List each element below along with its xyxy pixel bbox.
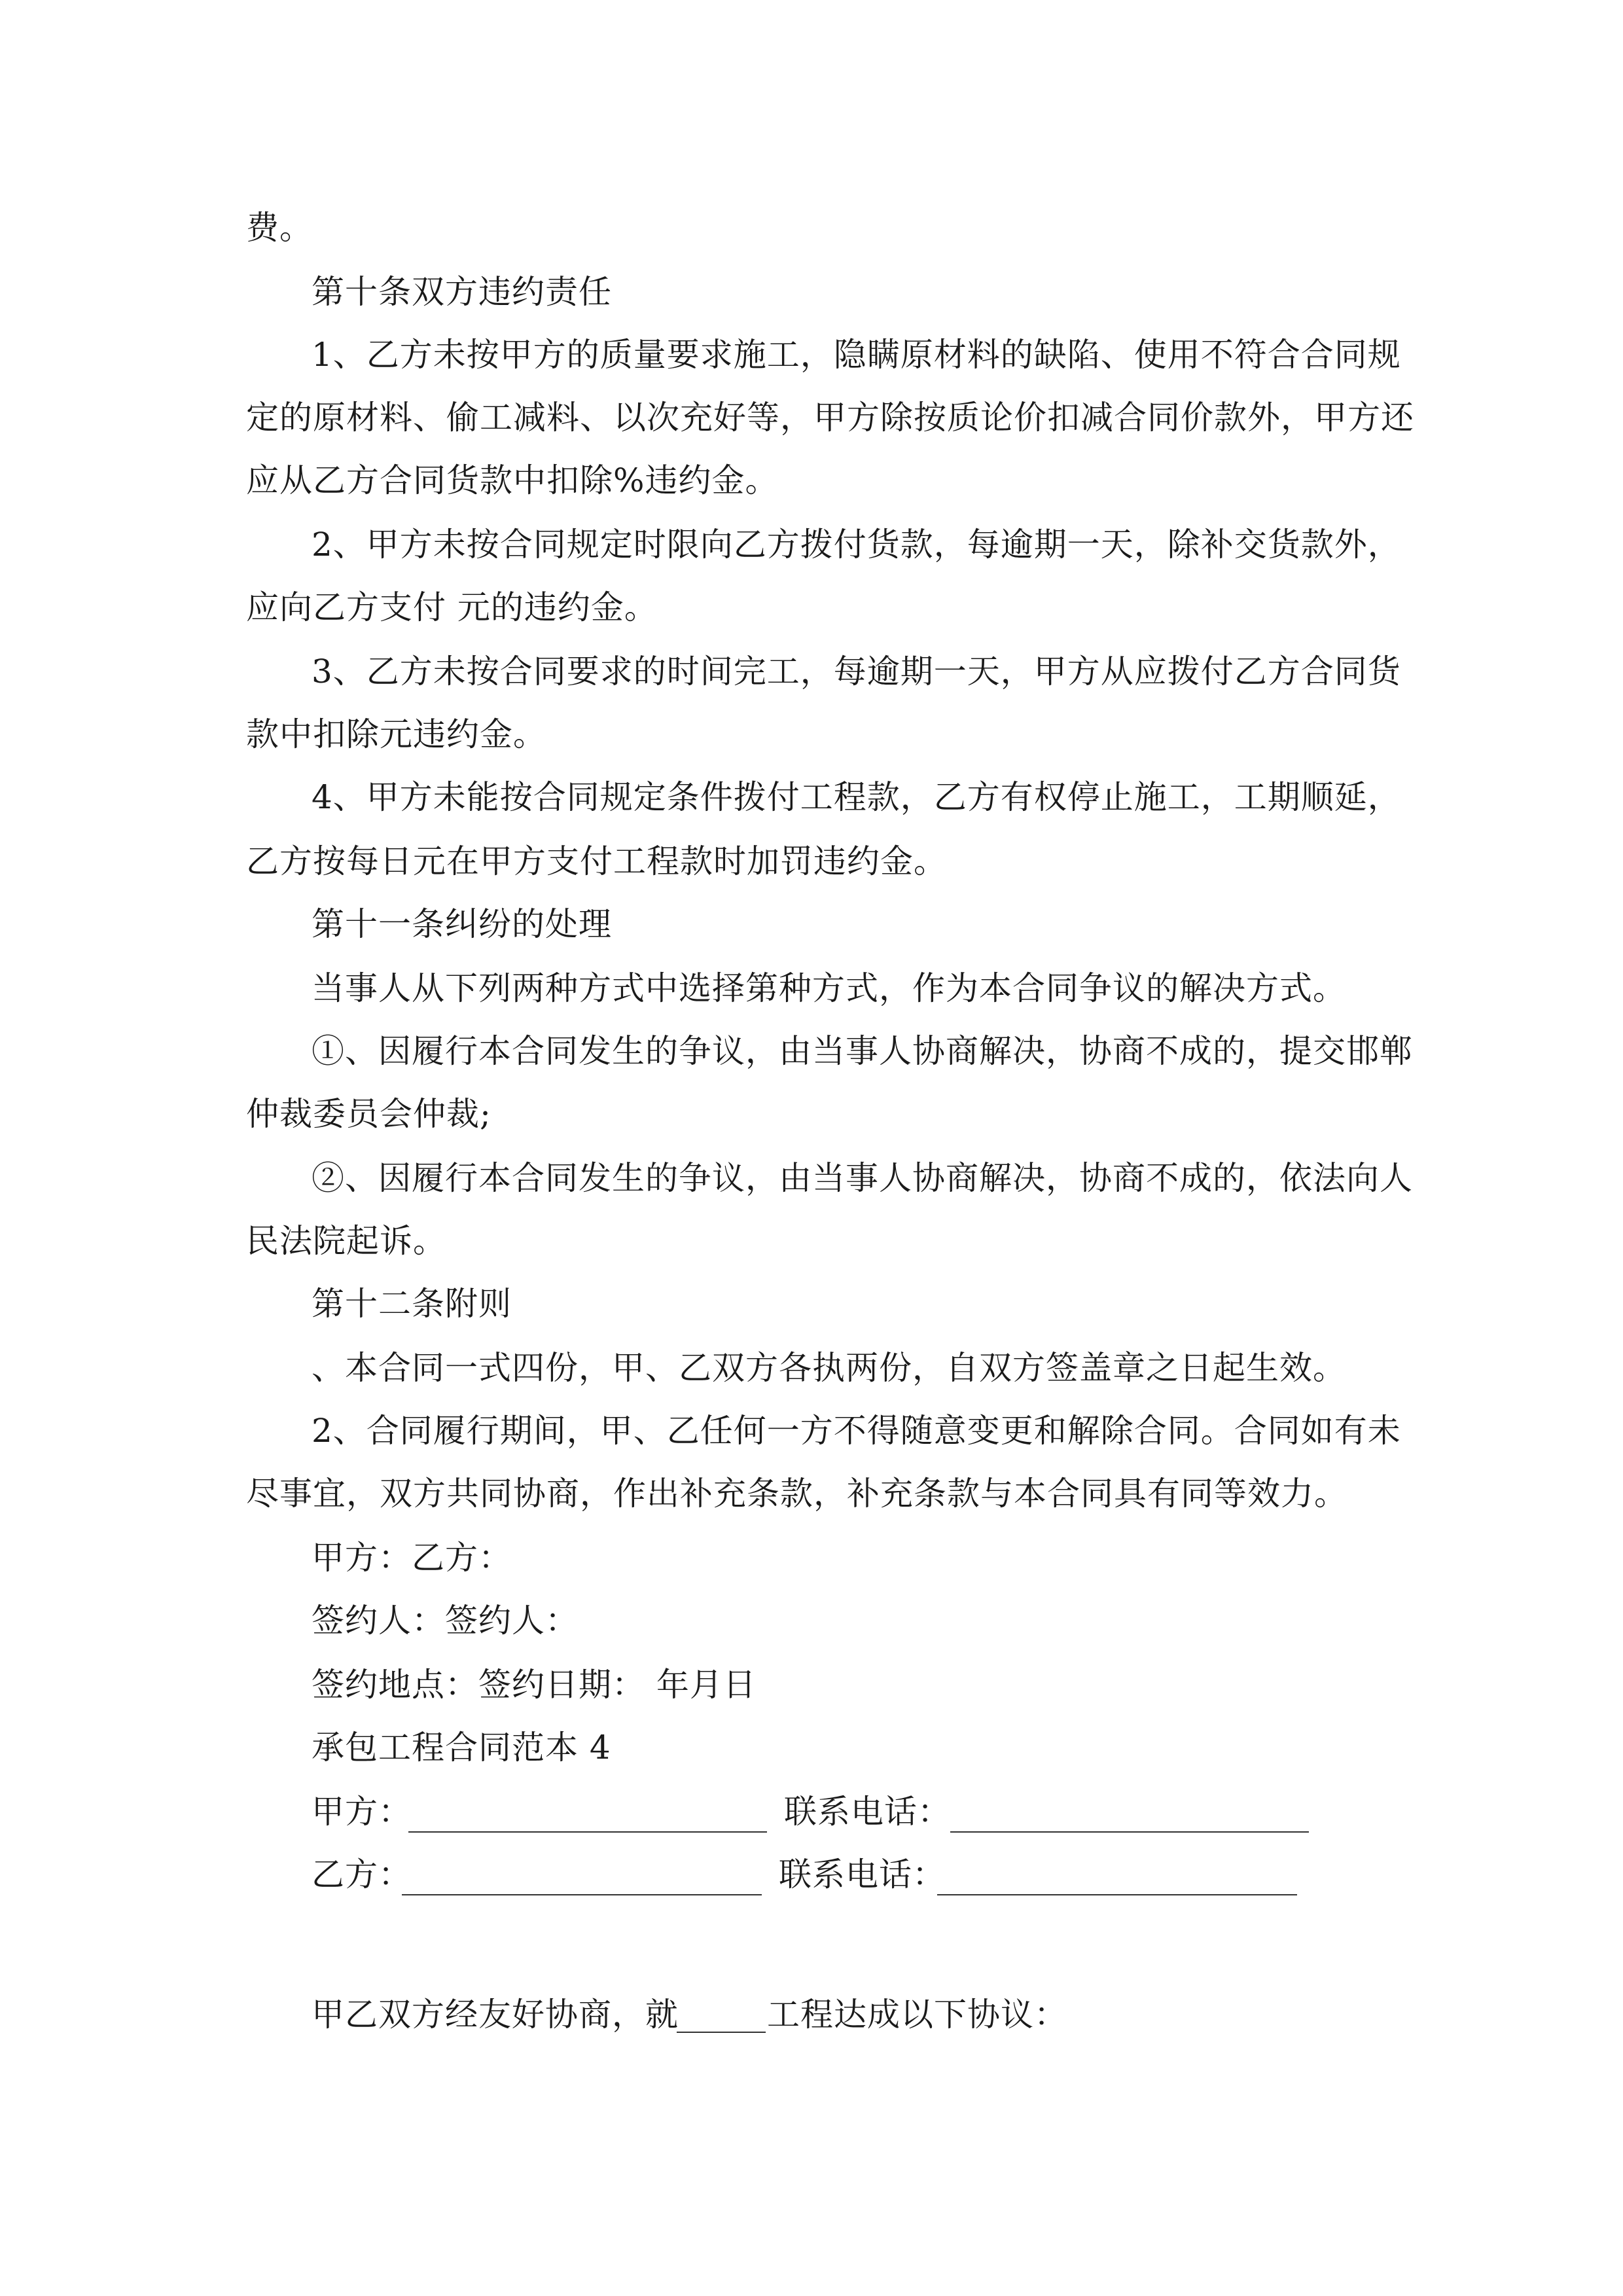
section-heading: 第十条双方违约责任 bbox=[312, 273, 612, 311]
text-line: 应从乙方合同货款中扣除%违约金。 bbox=[246, 461, 779, 499]
text-line: 费。 bbox=[246, 209, 313, 247]
party-b-label: 乙方： bbox=[312, 1856, 412, 1893]
text-line: 2、合同履行期间，甲、乙任何一方不得随意变更和解除合同。合同如有未 bbox=[312, 1412, 1401, 1450]
party-a-phone-label: 联系电话： bbox=[784, 1793, 951, 1831]
text-line: 尽事宜，双方共同协商，作出补充条款，补充条款与本合同具有同等效力。 bbox=[246, 1475, 1347, 1513]
text-line: 定的原材料、偷工减料、以次充好等，甲方除按质论价扣减合同价款外，甲方还 bbox=[246, 399, 1414, 437]
text-line: 4、甲方未能按合同规定条件拨付工程款，乙方有权停止施工，工期顺延， bbox=[312, 778, 1401, 816]
text-line: 款中扣除元违约金。 bbox=[246, 715, 546, 753]
text-line: ②、因履行本合同发生的争议，由当事人协商解决，协商不成的，依法向人 bbox=[312, 1159, 1413, 1197]
agreement-suffix: 工程达成以下协议： bbox=[767, 1996, 1067, 2034]
text-line: 3、乙方未按合同要求的时间完工，每逾期一天，甲方从应拨付乙方合同货 bbox=[312, 653, 1401, 691]
text-line: 应向乙方支付 元的违约金。 bbox=[246, 588, 658, 626]
text-line: ①、因履行本合同发生的争议，由当事人协商解决，协商不成的，提交邯郸 bbox=[312, 1032, 1413, 1070]
text-line: 1、乙方未按甲方的质量要求施工，隐瞒原材料的缺陷、使用不符合合同规 bbox=[312, 336, 1401, 374]
text-line: 2、甲方未按合同规定时限向乙方拨付货款，每逾期一天，除补交货款外， bbox=[312, 526, 1401, 564]
party-a-blank[interactable] bbox=[408, 1831, 767, 1833]
party-b-blank[interactable] bbox=[402, 1894, 762, 1895]
text-line: 仲裁委员会仲裁; bbox=[246, 1095, 491, 1133]
project-name-blank[interactable] bbox=[677, 2032, 766, 2033]
text-line: 、本合同一式四份，甲、乙双方各执两份，自双方签盖章之日起生效。 bbox=[312, 1349, 1346, 1387]
section-heading: 第十二条附则 bbox=[312, 1285, 512, 1323]
text-line: 民法院起诉。 bbox=[246, 1222, 446, 1260]
party-a-phone-blank[interactable] bbox=[950, 1831, 1309, 1833]
party-b-phone-blank[interactable] bbox=[937, 1894, 1297, 1895]
section-heading: 第十一条纠纷的处理 bbox=[312, 905, 612, 943]
party-a-label: 甲方： bbox=[312, 1793, 412, 1831]
signature-signers: 签约人：签约人： bbox=[312, 1602, 579, 1640]
contract-title: 承包工程合同范本 4 bbox=[312, 1729, 611, 1767]
text-line: 当事人从下列两种方式中选择第种方式，作为本合同争议的解决方式。 bbox=[312, 969, 1346, 1007]
signature-place-date: 签约地点：签约日期： 年月日 bbox=[312, 1666, 757, 1704]
party-b-phone-label: 联系电话： bbox=[779, 1856, 946, 1893]
agreement-prefix: 甲乙双方经友好协商，就 bbox=[312, 1996, 679, 2034]
signature-parties: 甲方：乙方： bbox=[312, 1539, 512, 1577]
text-line: 乙方按每日元在甲方支付工程款时加罚违约金。 bbox=[246, 842, 947, 880]
